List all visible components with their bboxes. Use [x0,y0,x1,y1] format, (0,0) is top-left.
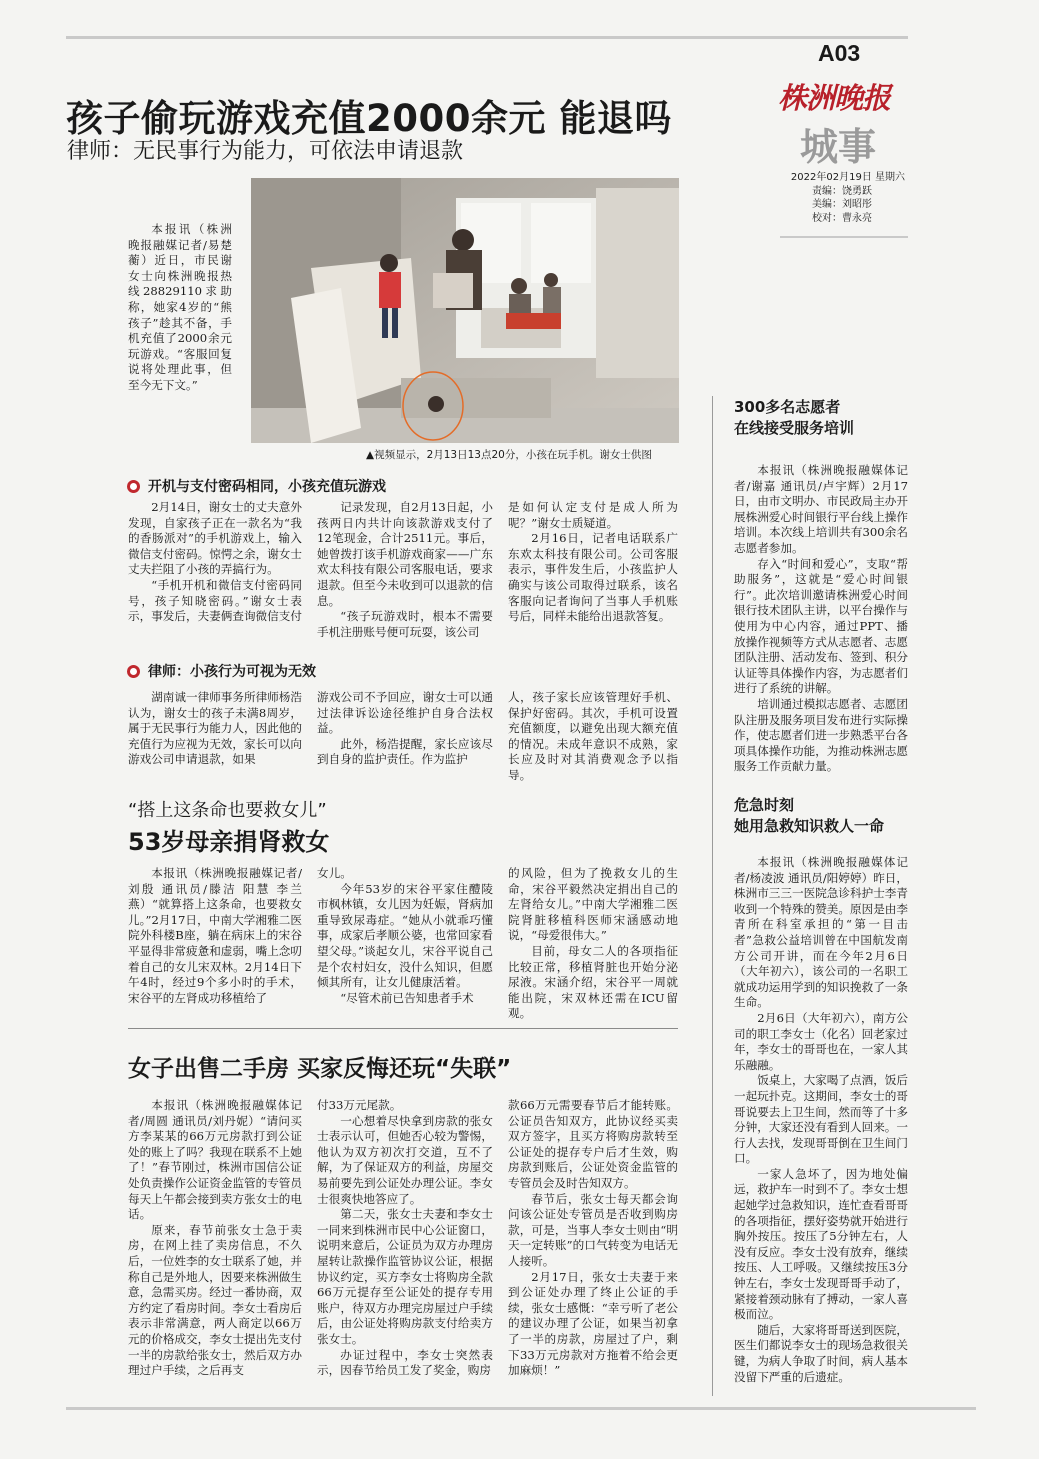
paragraph: 随后，大家将哥哥送到医院，医生们都说李女士的现场急救很关键，为病人争取了时间，病人基本没留下严重的后遗症。 [734,1322,908,1384]
story2-col1 [128,866,302,1006]
column-separator [712,396,713,1396]
side2-headline-line1: 危急时刻 [734,796,795,814]
living-room-scene [251,178,679,443]
paragraph: 2月6日（大年初六），南方公司的职工李女士（化名）回老家过年，李女士的哥哥也在，一家人其乐融融。 [734,1010,908,1072]
main-subheadline: 律师：无民事行为能力，可依法申请退款 [67,139,464,164]
main-lead [128,222,232,394]
side1-body [734,463,908,775]
bullet-circle-icon [127,665,140,678]
paragraph: 付33万元尾款。 [317,1098,402,1112]
section1-col1 [128,500,302,625]
story3-col3 [508,1098,678,1379]
paragraph: 第二天，张女士夫妻和李女士一同来到株洲市民中心公证窗口，说明来意后，公证员为双方办理房屋转让款操作监管协议公证，根据协议约定，买方李女士将购房全款66万元提存至公证处的提存专用账户，待双方办理完房屋过户手续后，由公证处将购房款支付给卖方张女士。 [317,1207,493,1346]
meta-rule [780,236,908,238]
story3-col1 [128,1098,302,1379]
bullet-circle-icon [127,480,140,493]
page-number: A03 [818,40,861,66]
paragraph: 2月17日，张女士夫妻于来到公证处办理了终止公证的手续，张女士感慨：“幸亏听了老公的建议办理了公证，如果当初拿了一半的房款，房屋过了户，剩下33万元房款对方拖着不给会更加麻烦！” [508,1269,678,1378]
paragraph: 目前，母女二人的各项指征比较正常，移植肾脏也开始分泌尿液。宋涵介绍，宋谷平一周就能出院，宋双林还需在ICU留观。 [508,943,678,1021]
story-divider [128,1028,678,1029]
art-editor-credit: 美编：刘昭彤 [812,199,872,210]
top-rule [66,36,908,39]
paragraph: 女儿。 [317,866,352,880]
side2-body [734,855,908,1385]
section2-subhead [127,661,316,681]
paragraph: 一心想着尽快拿到房款的张女士表示认可，但她否心较为警惕，他认为双方初次打交道，互不了解，为了保证双方的利益，房屋交易前要先到公证处办理公证。李女士很爽快地答应了。 [317,1113,493,1206]
paragraph: 游戏公司不予回应，谢女士可以通过法律诉讼途径维护自身合法权益。 [317,690,493,736]
story3-col2 [317,1098,493,1379]
paragraph: 湖南诚一律师事务所律师杨浩认为，谢女士的孩子未满8周岁，属于无民事行为能力人，因此他的充值行为应视为无效，家长可以向游戏公司申请退款，如果 [128,690,302,767]
story2-headline: 53岁母亲捐肾救女 [128,828,330,856]
side1-headline-line2: 在线接受服务培训 [734,419,855,437]
paragraph: 的风险，但为了挽救女儿的生命，宋谷平毅然决定捐出自己的左肾给女儿。”中南大学湘雅二医院肾脏移植科医师宋涵感动地说，“母爱很伟大。” [508,866,678,943]
story2-col2 [317,866,493,1006]
paragraph: 饭桌上，大家喝了点酒，饭后一起玩扑克。这期间，李女士的哥哥说要去上卫生间，然而等了十多分钟，大家还没有看到人回来。一行人去找，发现哥哥倒在卫生间门口。 [734,1073,908,1166]
main-headline: 孩子偷玩游戏充值2000余元 能退吗 [66,97,672,140]
side2-headline-line2: 她用急救知识救人一命 [734,817,885,835]
story3-headline: 女子出售二手房 买家反悔还玩“失联” [128,1056,512,1082]
paragraph: “尽管术前已告知患者手术 [340,990,474,1005]
paragraph: 2月16日，记者电话联系广东欢太科技有限公司。公司客服表示，事件发生后，小孩监护人确实与该公司取得过联系，该名客服向记者询问了当事人手机账号后，同样未能给出退款答复。 [508,531,678,624]
paragraph: “孩子玩游戏时，根本不需要手机注册账号便可玩耍，该公司 [317,609,493,639]
paper-logo: 株洲晚报 [778,81,891,115]
paragraph: 此外，杨浩提醒，家长应该尽到自身的监护责任。作为监护 [317,736,493,767]
story2-col3 [508,866,678,1022]
paragraph: 记录发现，自2月13日起，小孩两日内共计向该款游戏支付了12笔现金，合计2511元。事后，她曾拨打该手机游戏商家——广东欢太科技有限公司客服电话，要求退款。但至今未收到可以退款的信息。 [317,500,493,608]
issue-meta [760,171,905,225]
story2-kicker: “搭上这条命也要救女儿” [128,800,327,821]
paragraph: 存入“时间和爱心”，支取“帮助服务”，这就是“爱心时间银行”。此次培训邀请株洲爱心时间银行技术团队主讲，以平台操作与使用为中心内容，通过PPT、播放操作视频等方式从志愿者、志愿团队注册、活动发布、签到、积分认证等具体操作内容，为志愿者们进行了系统的讲解。 [734,556,908,696]
paragraph: 今年53岁的宋谷平家住醴陵市枫林镇，女儿因为妊娠，肾病加重导致尿毒症。“她从小就乖巧懂事，成家后孝顺公婆，也常回家看望父母。”谈起女儿，宋谷平说自己是个农村妇女，没什么知识，但愿倾其所有，让女儿健康活着。 [317,881,493,990]
section1-subhead [127,476,386,496]
lead-paragraph: 本报讯（株洲晚报融媒记者/易楚蘅）近日，市民谢女士向株洲晚报热线28829110求助称，她家4岁的“熊孩子”趁其不备，手机充值了2000余元玩游戏。“客服回复说将处理此事，但至今无下文。” [128,222,232,392]
issue-date: 2022年02月19日 星期六 [790,172,905,183]
side1-headline [734,397,854,439]
section2-col1 [128,690,302,768]
paragraph: 本报讯（株洲晚报融媒体记者/谢嘉 通讯员/卢宇辉）2月17日，由市文明办、市民政局主办开展株洲爱心时间银行平台线上操作培训。本次线上培训共有300余名志愿者参加。 [734,463,908,555]
section1-title: 开机与支付密码相同，小孩充值玩游戏 [148,479,386,495]
section2-title: 律师：小孩行为可视为无效 [148,664,316,680]
paragraph: 款66万元需要春节后才能转账。公证员告知双方，此协议经买卖双方签字，且买方将购房款转至公证处的提存专户后才生效，购房款到账后，公证处资金监管的专管员会及时告知双方。 [508,1098,678,1190]
paragraph: 原来，春节前张女士急于卖房，在网上挂了卖房信息，不久后，一位姓李的女士联系了她，并称自己是外地人，因要来株洲做生意，急需买房。经过一番协商，双方约定了看房时间。李女士看房后表示非常满意，两人商定以66万元的价格成交，李女士提出先支付一半的房款给张女士，然后双方办理过户手续，之后再支 [128,1222,302,1378]
paragraph: 本报讯（株洲晚报融媒体记者/周圆 通讯员/刘丹妮）“请问买方李某某的66万元房款打到公证处的账上了吗？我现在联系不上她了！”春节刚过，株洲市国信公证处负责操作公证资金监管的专管员每天上午都会接到卖方张女士的电话。 [128,1098,302,1222]
section1-col3 [508,500,678,625]
paragraph: 人，孩子家长应该管理好手机、保护好密码。其次，手机可设置充值额度，以避免出现大额充值的情况。未成年意识不成熟，家长应及时对其消费观念予以指导。 [508,690,678,782]
photo-caption: ▲视频显示，2月13日13点20分，小孩在玩手机。谢女士供图 [366,449,652,461]
section-name: 城事 [800,124,877,169]
proofreader-credit: 校对：曹永亮 [812,212,872,224]
section2-col3 [508,690,678,784]
paragraph: 一家人急坏了，因为地处偏远，救护车一时到不了。李女士想起她学过急救知识，连忙查看哥哥的各项指征，摆好姿势就开始进行胸外按压。按压了5分钟左右，人没有反应。李女士没有放弃，继续按压、人工呼吸。又继续按压3分钟左右，李女士发现哥哥手动了，紧接着颈动脉有了搏动，一家人喜极而泣。 [734,1166,908,1322]
bottom-rule [66,1407,976,1410]
side2-headline [734,795,884,837]
paragraph: 办证过程中，李女士突然表示，因春节给员工发了奖金，购房 [317,1347,493,1378]
paragraph: “手机开机和微信支付密码同号，孩子知晓密码。”谢女士表示，事发后，夫妻俩查询微信支付 [128,577,302,624]
paragraph: 春节后，张女士每天都会询问该公证处专管员是否收到购房款，可是，当事人李女士则由“明天一定转账”的口气转变为电话无人接听。 [508,1191,678,1268]
paragraph: 是如何认定支付是成人所为呢？”谢女士质疑道。 [508,500,678,530]
paragraph: 培训通过模拟志愿者、志愿团队注册及服务项目发布进行实际操作，使志愿者们进一步熟悉平台各项具体操作功能，为推动株洲志愿服务工作贡献力量。 [734,696,908,774]
editor-credit: 责编：饶勇跃 [812,185,872,197]
side1-headline-line1: 300多名志愿者 [734,398,841,416]
paragraph: 2月14日，谢女士的丈夫意外发现，自家孩子正在一款名为“我的香肠派对”的手机游戏上，输入微信支付密码。惊愕之余，谢女士丈夫拦阻了小孩的弄搞行为。 [128,500,302,577]
section2-col2 [317,690,493,768]
paragraph: 本报讯（株洲晚报融媒记者/刘殷 通讯员/滕洁 阳慧 李兰燕）“就算搭上这条命，也要救女儿。”2月17日，中南大学湘雅二医院外科楼B座，躺在病床上的宋谷平显得非常疲惫和虚弱，嘴上念叨着自己的女儿宋双林。2月14日下午4时，经过9个多小时的手术，宋谷平的左肾成功移植给了 [128,866,302,1005]
paragraph: 本报讯（株洲晚报融媒体记者/杨凌波 通讯员/阳婷婷）昨日，株洲市三三一医院急诊科护士李青收到一个特殊的赞美。原因是由李青所在科室承担的“第一目击者”急救公益培训曾在中国航发南方公司开讲，而在今年2月6日（大年初六），该公司的一名职工就成功运用学到的知识挽救了一条生命。 [734,855,908,1010]
section1-col2 [317,500,493,640]
cctv-photo [251,178,679,443]
